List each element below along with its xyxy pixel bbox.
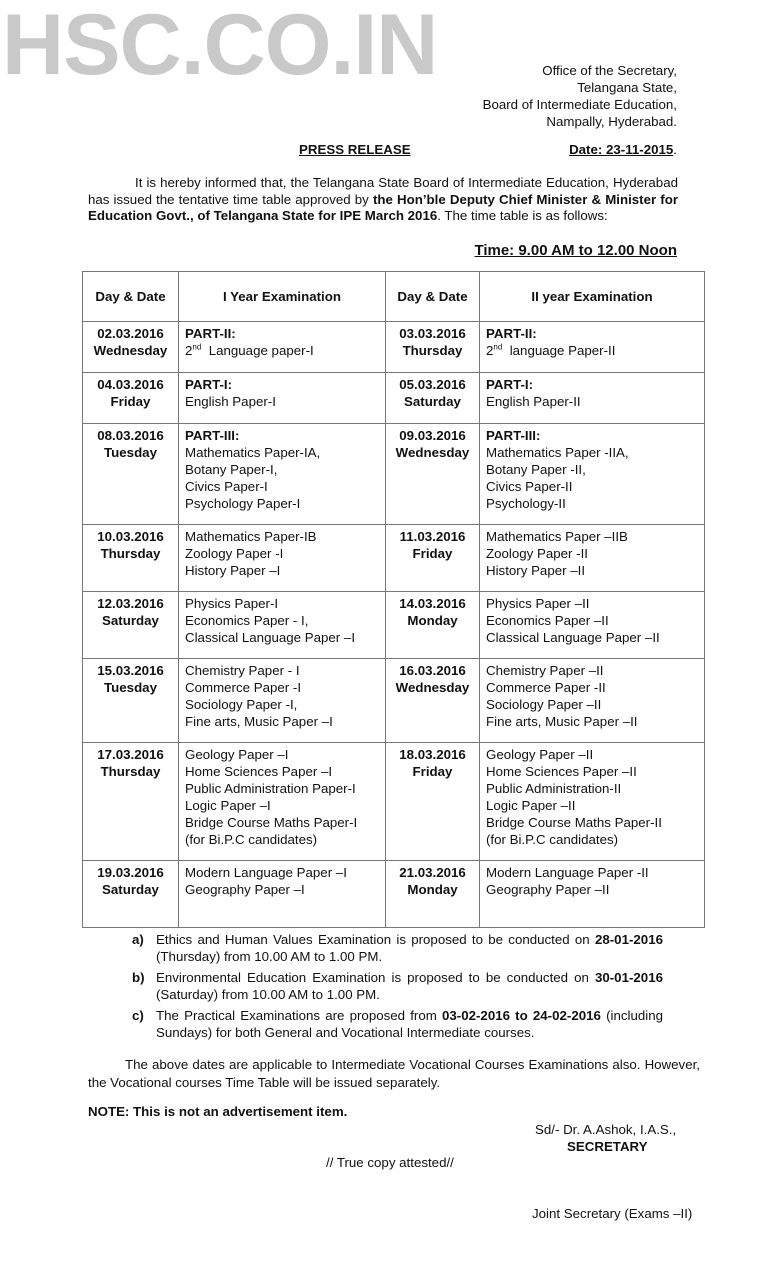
exam-paper: Civics Paper-I <box>185 479 268 494</box>
exam-paper: 2nd Language paper-I <box>185 342 314 358</box>
joint-secretary: Joint Secretary (Exams –II) <box>532 1206 693 1221</box>
exam-day: Friday <box>110 394 151 409</box>
note-text <box>156 969 663 1003</box>
exam-date: 16.03.2016 <box>399 663 466 678</box>
exam-papers-cell <box>179 424 386 525</box>
vocational-text: The above dates are applicable to Intermediate Vocational Courses Examinations also. However, the Vocational courses Time Table will be issued separately. <box>88 1057 700 1090</box>
exam-paper: 2nd language Paper-II <box>486 342 616 358</box>
timetable-row <box>83 322 705 373</box>
note-bold: 28-01-2016 <box>594 932 663 947</box>
exam-date: 17.03.2016 <box>97 747 164 762</box>
exam-papers-cell <box>480 322 705 373</box>
true-copy-attested: // True copy attested// <box>326 1155 454 1170</box>
exam-day: Friday <box>412 546 453 561</box>
timetable-row <box>83 373 705 424</box>
intro-bold: the Hon’ble Deputy Chief Minister & Minister for Education Govt., of Telangana State for IPE March 2016 <box>88 191 679 223</box>
exam-date-cell <box>386 743 480 861</box>
exam-papers-cell <box>480 743 705 861</box>
exam-paper: Commerce Paper -II <box>486 680 606 695</box>
note-label: c) <box>132 1008 144 1023</box>
exam-paper: Economics Paper - I, <box>185 613 309 628</box>
exam-date-cell <box>83 659 179 743</box>
exam-day: Thursday <box>100 546 161 561</box>
exam-date: 11.03.2016 <box>399 529 466 544</box>
exam-day: Friday <box>412 764 453 779</box>
timetable-row <box>83 424 705 525</box>
exam-papers-cell <box>179 659 386 743</box>
exam-paper: Zoology Paper -II <box>486 546 588 561</box>
exam-date-cell <box>83 373 179 424</box>
exam-date: 21.03.2016 <box>399 865 466 880</box>
exam-paper: Classical Language Paper –I <box>185 630 356 645</box>
exam-paper: (for Bi.P.C candidates) <box>486 832 619 847</box>
note-label: b) <box>132 970 145 985</box>
exam-papers-cell <box>480 592 705 659</box>
exam-paper: Classical Language Paper –II <box>486 630 660 645</box>
exam-date: 15.03.2016 <box>97 663 164 678</box>
exam-papers-cell <box>179 861 386 928</box>
exam-paper: Modern Language Paper –I <box>185 865 347 880</box>
note-bold: 30-01-2016 <box>594 970 663 985</box>
note-text-2: (including Sundays) for both General and Vocational Intermediate courses. <box>156 1008 663 1040</box>
exam-date: 10.03.2016 <box>97 529 164 544</box>
timetable-row <box>83 659 705 743</box>
exam-paper: Mathematics Paper-IB <box>185 529 317 544</box>
exam-date-cell <box>386 424 480 525</box>
exam-date-cell <box>386 659 480 743</box>
exam-paper: Botany Paper -II, <box>486 462 586 477</box>
timetable-row <box>83 525 705 592</box>
exam-paper: Mathematics Paper –IIB <box>486 529 628 544</box>
header-day-date-1: Day & Date <box>83 272 179 322</box>
exam-paper: History Paper –II <box>486 563 586 578</box>
exam-paper: Botany Paper-I, <box>185 462 278 477</box>
exam-day: Tuesday <box>104 680 157 695</box>
exam-papers-cell <box>179 373 386 424</box>
timetable-row <box>83 743 705 861</box>
exam-paper: Sociology Paper –II <box>486 697 602 712</box>
exam-date-cell <box>83 424 179 525</box>
exam-paper: Public Administration Paper-I <box>185 781 356 796</box>
exam-paper: Physics Paper –II <box>486 596 590 611</box>
timetable <box>82 271 705 928</box>
exam-day: Thursday <box>402 343 463 358</box>
note-text-1: Environmental Education Examination is proposed to be conducted on <box>156 970 595 985</box>
exam-date-cell <box>83 592 179 659</box>
note-label: a) <box>132 932 144 947</box>
exam-paper: Modern Language Paper -II <box>486 865 649 880</box>
exam-date: 03.03.2016 <box>399 326 466 341</box>
exam-day: Saturday <box>404 394 461 409</box>
exam-date-cell <box>83 322 179 373</box>
exam-date: 14.03.2016 <box>399 596 466 611</box>
exam-paper: Logic Paper –II <box>486 798 576 813</box>
exam-date: 08.03.2016 <box>97 428 164 443</box>
note-item <box>133 969 663 1003</box>
exam-date-cell <box>83 861 179 928</box>
watermark: HSC.CO.IN <box>2 0 438 93</box>
exam-date: 04.03.2016 <box>97 377 164 392</box>
exam-date-cell <box>83 525 179 592</box>
exam-paper: Geography Paper –II <box>486 882 610 897</box>
advertisement-notice: NOTE: This is not an advertisement item. <box>88 1104 348 1119</box>
exam-paper: Mathematics Paper -IIA, <box>486 445 629 460</box>
timetable-row <box>83 592 705 659</box>
exam-paper: Physics Paper-I <box>185 596 279 611</box>
office-line: Nampally, Hyderabad. <box>546 114 677 129</box>
exam-papers-cell <box>480 525 705 592</box>
press-release-title: PRESS RELEASE <box>299 142 411 157</box>
note-bold: 03-02-2016 to 24-02-2016 <box>441 1008 601 1023</box>
exam-day: Monday <box>407 613 458 628</box>
exam-paper: Civics Paper-II <box>486 479 573 494</box>
exam-papers-cell <box>179 322 386 373</box>
exam-day: Saturday <box>102 613 159 628</box>
release-date <box>569 142 677 157</box>
exam-paper: Fine arts, Music Paper –II <box>486 714 638 729</box>
exam-paper: Home Sciences Paper –I <box>185 764 333 779</box>
exam-day: Monday <box>407 882 458 897</box>
vocational-paragraph <box>88 1056 700 1092</box>
exam-day: Wednesday <box>395 445 470 460</box>
exam-paper: Public Administration-II <box>486 781 622 796</box>
exam-paper: (for Bi.P.C candidates) <box>185 832 318 847</box>
office-line: Telangana State, <box>577 80 677 95</box>
exam-part: PART-I: <box>486 377 534 392</box>
note-text <box>156 931 663 965</box>
exam-paper: History Paper –I <box>185 563 281 578</box>
timetable-header-row <box>83 272 705 322</box>
exam-paper: Geology Paper –I <box>185 747 289 762</box>
exam-date: 18.03.2016 <box>399 747 466 762</box>
exam-part: PART-III: <box>185 428 240 443</box>
exam-paper: Mathematics Paper-IA, <box>185 445 321 460</box>
exam-papers-cell <box>480 373 705 424</box>
header-day-date-2: Day & Date <box>386 272 480 322</box>
exam-part: PART-III: <box>486 428 541 443</box>
intro-text-2: . The time table is as follows: <box>437 208 608 223</box>
exam-paper: English Paper-II <box>486 394 581 409</box>
intro-text-1: It is hereby informed that, the Telangana State Board of Intermediate Education, Hyderabad has issued the tentative time table approved by <box>88 175 678 207</box>
note-text-2: (Saturday) from 10.00 AM to 1.00 PM. <box>156 987 380 1002</box>
exam-day: Saturday <box>102 882 159 897</box>
exam-papers-cell <box>179 743 386 861</box>
exam-part: PART-I: <box>185 377 233 392</box>
exam-paper: Geology Paper –II <box>486 747 594 762</box>
exam-time: Time: 9.00 AM to 12.00 Noon <box>474 242 677 259</box>
office-line: Office of the Secretary, <box>542 63 677 78</box>
exam-date-cell <box>83 743 179 861</box>
header-second-year: II year Examination <box>480 272 705 322</box>
note-item <box>133 1007 663 1041</box>
note-text-1: The Practical Examinations are proposed from <box>156 1008 442 1023</box>
exam-paper: Fine arts, Music Paper –I <box>185 714 333 729</box>
note-text-2: (Thursday) from 10.00 AM to 1.00 PM. <box>156 949 383 964</box>
notes-list <box>133 931 663 1045</box>
exam-paper: Logic Paper –I <box>185 798 271 813</box>
exam-paper: Psychology-II <box>486 496 566 511</box>
exam-day: Wednesday <box>93 343 168 358</box>
exam-paper: English Paper-I <box>185 394 276 409</box>
office-line: Board of Intermediate Education, <box>482 97 677 112</box>
exam-date: 12.03.2016 <box>97 596 164 611</box>
exam-date-cell <box>386 592 480 659</box>
exam-paper: Psychology Paper-I <box>185 496 301 511</box>
header-first-year: I Year Examination <box>179 272 386 322</box>
signature-title: SECRETARY <box>567 1139 648 1154</box>
exam-papers-cell <box>480 424 705 525</box>
exam-paper: Sociology Paper -I, <box>185 697 298 712</box>
exam-paper: Economics Paper –II <box>486 613 609 628</box>
exam-paper: Chemistry Paper –II <box>486 663 604 678</box>
exam-paper: Chemistry Paper - I <box>185 663 300 678</box>
exam-paper: Geography Paper –I <box>185 882 305 897</box>
office-address <box>483 62 677 130</box>
exam-date-cell <box>386 373 480 424</box>
exam-paper: Bridge Course Maths Paper-II <box>486 815 662 830</box>
note-item <box>133 931 663 965</box>
exam-date: 05.03.2016 <box>399 377 466 392</box>
exam-papers-cell <box>179 525 386 592</box>
exam-paper: Commerce Paper -I <box>185 680 302 695</box>
exam-date: 02.03.2016 <box>97 326 164 341</box>
exam-papers-cell <box>480 861 705 928</box>
exam-papers-cell <box>480 659 705 743</box>
exam-date-cell <box>386 322 480 373</box>
exam-day: Wednesday <box>395 680 470 695</box>
exam-date: 19.03.2016 <box>97 865 164 880</box>
exam-date: 09.03.2016 <box>399 428 466 443</box>
exam-day: Thursday <box>100 764 161 779</box>
release-date-suffix: . <box>673 142 677 157</box>
exam-date-cell <box>386 525 480 592</box>
note-text <box>156 1007 663 1041</box>
exam-date-cell <box>386 861 480 928</box>
exam-day: Tuesday <box>104 445 157 460</box>
signature-name: Sd/- Dr. A.Ashok, I.A.S., <box>535 1122 677 1137</box>
exam-paper: Home Sciences Paper –II <box>486 764 637 779</box>
note-text-1: Ethics and Human Values Examination is proposed to be conducted on <box>156 932 595 947</box>
exam-part: PART-II: <box>185 326 236 341</box>
exam-paper: Bridge Course Maths Paper-I <box>185 815 358 830</box>
exam-part: PART-II: <box>486 326 537 341</box>
release-date-text: Date: 23-11-2015 <box>569 142 674 157</box>
intro-paragraph <box>88 175 678 225</box>
exam-papers-cell <box>179 592 386 659</box>
exam-paper: Zoology Paper -I <box>185 546 284 561</box>
timetable-row <box>83 861 705 928</box>
